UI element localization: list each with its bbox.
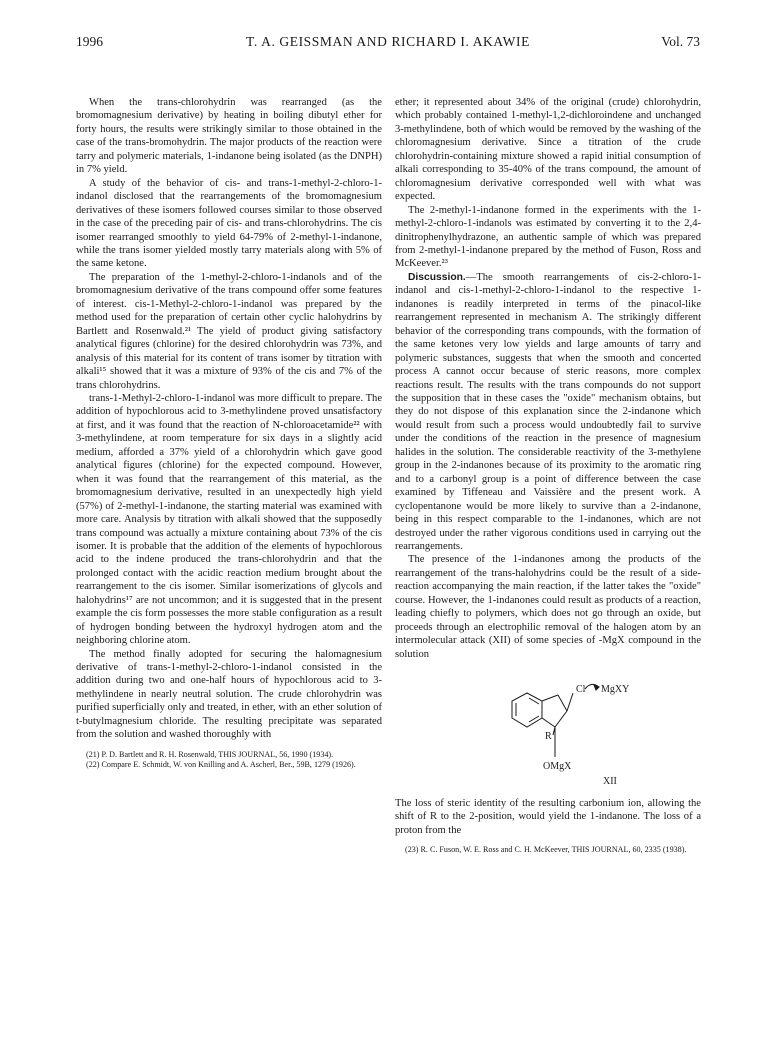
- paragraph: The 2-methyl-1-indanone formed in the experiments with the 1-methyl-2-chloro-1-indanols was estimated by converting it to the 2,4-dinitrophenylhydrazone, an authentic sample of which was prepared from 2-methyl-1-indanone prepared by the method of Fuson, Ross and McKeever.²³: [395, 204, 701, 270]
- structure-number: XII: [603, 776, 617, 788]
- volume-number: Vol. 73: [661, 34, 700, 49]
- structure-xii: [395, 665, 701, 793]
- running-title: T. A. GEISSMAN AND RICHARD I. AKAWIE: [246, 34, 530, 49]
- paragraph: When the trans-chlorohydrin was rearranged (as the bromomagnesium derivative) by heating in boiling dibutyl ether for forty hours, the results were strikingly similar to those obtained in the case of the trans-bromohydrin. The major products of the reaction were tarry and polymeric materials, 1-indanone being isolated (as the DNPH) in 7% yield.: [76, 97, 382, 176]
- paragraph: ether; it represented about 34% of the original (crude) chlorohydrin, which probably contained 1-methyl-1,2-dichloroindene and unchanged 3-methylindene, both of which would be removed by the washing of the chloromagnesium derivative. Since a titration of the crude chlorohydrin-containing mixture showed a rapid initial consumption of alkali corresponding to 35-40% of the trans compound, the amount of chloromagnesium derivative corresponded well with what was expected.: [395, 97, 701, 203]
- paragraph: trans-1-Methyl-2-chloro-1-indanol was more difficult to prepare. The addition of hypochlorous acid to 3-methylindene proved unsatisfactory at first, and it was found that the reaction of N-chloroacetamide²² with 3-methylindene, at room temperature for six days in a slightly acid medium, afforded a 37% yield of a chlorohydrin which gave good analytical figures (chlorine) for the expected compound. However, when it was found that the rearrangement of this material, as the bromomagnesium derivative, resulted in an unexpectedly high yield (57%) of 2-methyl-1-indanone, the starting material was examined with more care. Analysis by titration with alkali showed that the supposedly trans compound was actually a mixture containing about 73% of the cis isomer. It is probable that the addition of the elements of hypochlorous acid to the indene produced the trans-chlorohydrin and that the prolonged contact with the acidic reaction medium brought about the rearrangement to the cis isomer. Similar isomerizations of glycols and halohydrins¹⁷ are not uncommon; and it is suggested that in the present example the cis form possesses the more stable configuration as a result of hydrogen bonding between the hydroxyl hydrogen atom and the neighboring chlorine atom.: [76, 392, 382, 647]
- chemical-structure-diagram: [395, 665, 701, 793]
- page-number: 1996: [76, 34, 103, 49]
- footnote-22: (22) Compare E. Schmidt, W. von Knilling and A. Ascherl, Ber., 59B, 1279 (1926).: [86, 759, 356, 769]
- footnotes: [76, 750, 382, 770]
- paragraph: The presence of the 1-indanones among the products of the rearrangement of the trans-halohydrins could be the result of a side-reaction accompanying the main reaction, if the latter takes the "oxide" course. However, the 1-indanones could result as products of a reaction, leading chiefly to polymers, which does not go through an oxide, but proceeds through an electrophilic removal of the halogen atom by an intermolecular attack (XII) of some species of -MgX compound in the solution: [395, 554, 701, 660]
- footnote-21: (21) P. D. Bartlett and R. H. Rosenwald, THIS JOURNAL, 56, 1990 (1934).: [86, 749, 334, 759]
- discussion-text: —The smooth rearrangements of cis-2-chloro-1-indanol and cis-1-methyl-2-chloro-1-indanol to the respective 1-indanones is readily interpreted in terms of the pinacol-like rearrangement represented in mechanism A. The strikingly different behavior of the corresponding trans compounds, with the formation of the same ketones very low yields and large amounts of tarry and polymeric substances, suggests that when the smooth and concerted process A cannot occur because of steric reasons, more complex reactions result. The results with the trans compounds do not support the supposition that in these cases the "oxide" mechanism obtains, but they do not dispose of this explanation since the 2-indanone which would result from such a process would undoubtedly fail to survive under the conditions of the reaction in the presence of magnesium halides in the solution. The considerable reactivity of the 3-methylene group in the 2-indanones because of its proximity to the aromatic ring and to a carbonyl group is a point of difference between the case examined by Tiffeneau and Vaissière and the present work. A cyclopentanone would be more likely to survive than a 2-indanone, being in this respect comparable to the 1-indanones, which are not destroyed under the rather vigorous conditions used in carrying out the rearrangements.: [395, 271, 701, 552]
- left-column: [76, 96, 382, 770]
- running-header: [76, 34, 700, 54]
- label-mgxy: MgXY: [601, 684, 630, 696]
- label-omgx: OMgX: [543, 761, 572, 773]
- paragraph: A study of the behavior of cis- and trans-1-methyl-2-chloro-1-indanol disclosed that the rearrangements of the bromomagnesium derivatives of these isomers followed courses similar to those observed in the case of the preceding pair of cis- and trans-chlorohydrins. The cis isomer rearranged smoothly to yield 64-79% of 2-methyl-1-indanone, while the trans isomer yielded mostly tarry materials along with 5% of the same ketone.: [76, 177, 382, 270]
- footnote-23: (23) R. C. Fuson, W. E. Ross and C. H. McKeever, THIS JOURNAL, 60, 2335 (1938).: [405, 845, 687, 855]
- label-cl: Cl: [576, 684, 586, 696]
- discussion-heading: Discussion.: [408, 271, 466, 283]
- right-column: [395, 96, 701, 856]
- paragraph: The preparation of the 1-methyl-2-chloro-1-indanols and of the bromomagnesium derivative of the trans compound offer some features of interest. cis-1-Methyl-2-chloro-1-indanol was prepared by the method used for the preparation of certain other cyclic halohydrins by Bartlett and Rosenwald.²¹ The yield of product giving satisfactory analytical figures (chlorine) for the desired chlorohydrin was 73%, and analysis of this material for its content of trans isomer by titration with alkali¹⁵ showed that it was a mixture of 93% of the cis and 7% of the trans chlorohydrins.: [76, 271, 382, 391]
- label-r: R: [545, 731, 552, 743]
- paragraph: [395, 271, 701, 554]
- paragraph: The method finally adopted for securing the halomagnesium derivative of trans-1-methyl-2-chloro-1-indanol consisted in the addition during two and one-half hours of hypochlorous acid to 3-methylindene in nearly neutral solution. The crude chlorohydrin was purified superficially only and treated, in ether, with an ether solution of t-butylmagnesium chloride. The resulting precipitate was separated from the solution and washed thoroughly with: [76, 648, 382, 741]
- paragraph: The loss of steric identity of the resulting carbonium ion, allowing the shift of R to the 2-position, would yield the 1-indanone. The loss of a proton from the: [395, 798, 701, 836]
- footnotes: [395, 845, 701, 855]
